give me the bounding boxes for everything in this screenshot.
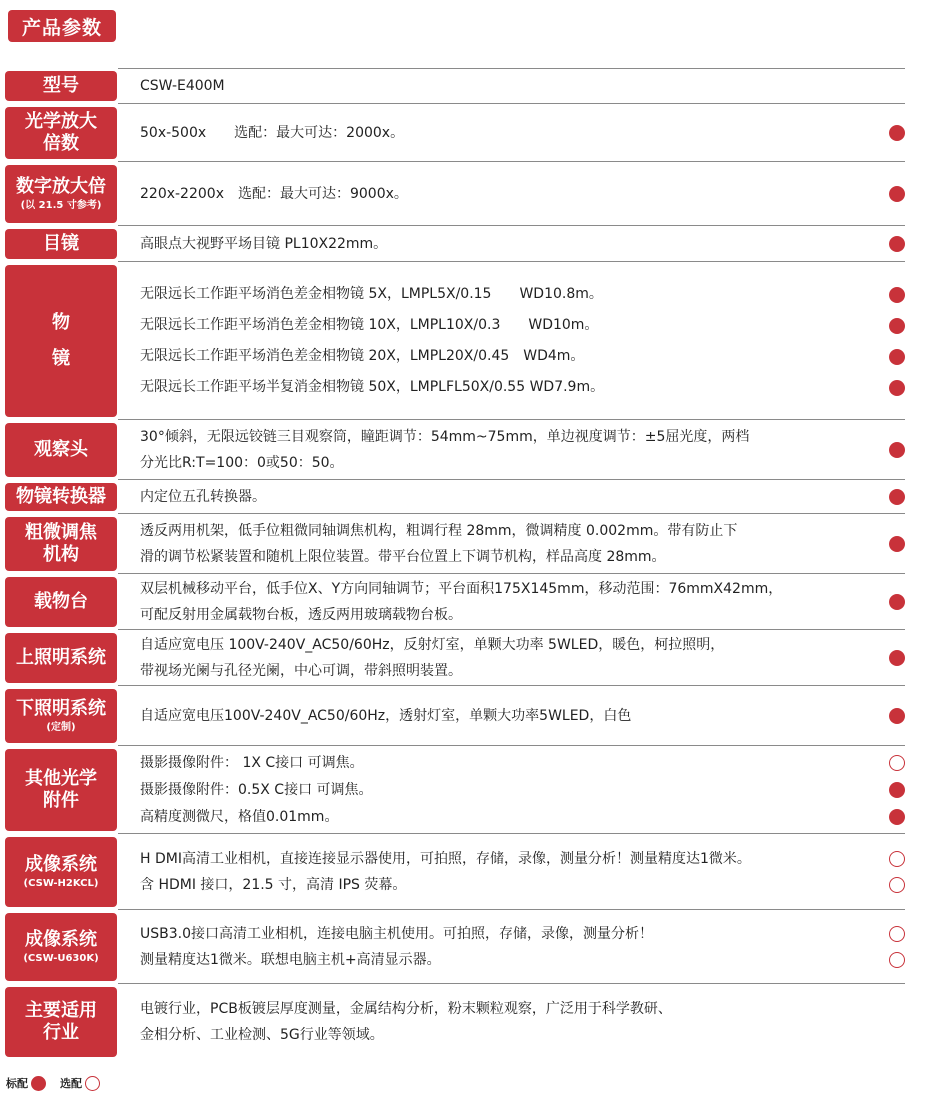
row-content <box>140 262 885 420</box>
hollow-dot-icon <box>889 926 905 942</box>
spec-row <box>0 630 925 686</box>
row-content-line: USB3.0接口高清工业相机，连接电脑主机使用。可拍照，存储，录像，测量分析！ <box>140 926 654 942</box>
row-label-text: 光学放大 <box>25 111 97 132</box>
filled-dot-icon <box>889 287 905 303</box>
filled-dot-icon <box>889 536 905 552</box>
row-label <box>5 749 117 831</box>
row-content-line: 无限远长工作距平场半复消金相物镜 50X，LMPLFL50X/0.55 WD7.9m。 <box>140 379 605 395</box>
legend-optional-label: 选配 <box>60 1077 82 1090</box>
row-content-line: 高精度测微尺，格值0.01mm。 <box>140 808 339 825</box>
row-content-line: 摄影摄像附件：0.5X C接口 可调焦。 <box>140 781 373 798</box>
row-content <box>140 984 885 1060</box>
row-content <box>140 162 885 226</box>
row-content-line: 内定位五孔转换器。 <box>140 489 266 505</box>
filled-dot-icon <box>889 442 905 458</box>
row-label <box>5 689 117 743</box>
spec-row <box>0 226 925 262</box>
row-label-text: 物镜转换器 <box>16 486 106 507</box>
hollow-dot-icon <box>889 952 905 968</box>
spec-row <box>0 104 925 162</box>
hollow-dot-icon <box>889 755 905 771</box>
spec-row <box>0 514 925 574</box>
row-content-line: 自适应宽电压 100V-240V_AC50/60Hz，反射灯室，单颗大功率 5WLED，暖色，柯拉照明， <box>140 637 725 653</box>
row-label <box>5 913 117 981</box>
row-label <box>5 987 117 1057</box>
row-label-subtext: (CSW-U630K) <box>23 953 99 964</box>
row-label-text: 数字放大倍 <box>16 176 106 197</box>
row-label-text: 粗微调焦 <box>25 522 97 543</box>
row-label <box>5 71 117 101</box>
row-label-text: 载物台 <box>34 591 88 612</box>
row-content <box>140 514 885 574</box>
row-content <box>140 574 885 630</box>
row-label <box>5 633 117 683</box>
row-label-text: 镜 <box>52 348 70 369</box>
row-label <box>5 107 117 159</box>
spec-row <box>0 686 925 746</box>
row-label-text: 其他光学 <box>25 768 97 789</box>
row-label <box>5 165 117 223</box>
spec-row <box>0 984 925 1060</box>
row-content-line: 50x-500x 选配：最大可达：2000x。 <box>140 125 405 141</box>
row-label <box>5 483 117 511</box>
row-label-text: 成像系统 <box>25 854 97 875</box>
row-label-text: 附件 <box>43 790 79 811</box>
row-content-line: 无限远长工作距平场消色差金相物镜 5X，LMPL5X/0.15 WD10.8m。 <box>140 286 603 302</box>
filled-dot-icon <box>31 1076 46 1091</box>
row-content-line: 无限远长工作距平场消色差金相物镜 10X，LMPL10X/0.3 WD10m。 <box>140 317 599 333</box>
row-content <box>140 68 885 104</box>
row-content-line: 双层机械移动平台，低手位X、Y方向同轴调节；平台面积175X145mm，移动范围：76mmX42mm， <box>140 581 783 597</box>
row-content-line: H DMI高清工业相机，直接连接显示器使用，可拍照，存储，录像，测量分析！测量精度达1微米。 <box>140 851 751 867</box>
filled-dot-icon <box>889 125 905 141</box>
row-label <box>5 577 117 627</box>
spec-row <box>0 68 925 104</box>
row-content-line: 含 HDMI 接口，21.5 寸，高清 IPS 荧幕。 <box>140 877 407 893</box>
row-content-line: 自适应宽电压100V-240V_AC50/60Hz，透射灯室，单颗大功率5WLED，白色 <box>140 708 632 724</box>
row-content <box>140 630 885 686</box>
filled-dot-icon <box>889 489 905 505</box>
row-content-line: 带视场光阑与孔径光阑，中心可调，带斜照明装置。 <box>140 663 462 679</box>
filled-dot-icon <box>889 380 905 396</box>
row-content <box>140 686 885 746</box>
row-label <box>5 229 117 259</box>
row-label <box>5 837 117 907</box>
row-label-text: 型号 <box>43 75 79 96</box>
filled-dot-icon <box>889 349 905 365</box>
filled-dot-icon <box>889 236 905 252</box>
legend-standard-label: 标配 <box>6 1077 28 1090</box>
row-content-line: 金相分析、工业检测、5G行业等领域。 <box>140 1027 384 1043</box>
filled-dot-icon <box>889 650 905 666</box>
spec-row <box>0 574 925 630</box>
row-content-line: 透反两用机架，低手位粗微同轴调焦机构，粗调行程 28mm，微调精度 0.002mm。带有防止下 <box>140 523 738 539</box>
legend <box>6 1074 100 1092</box>
filled-dot-icon <box>889 782 905 798</box>
row-label-subtext: (定制) <box>46 722 76 733</box>
row-content-line: 220x-2200x 选配：最大可达：9000x。 <box>140 186 408 202</box>
row-label-text: 物 <box>52 312 70 333</box>
section-title: 产品参数 <box>8 10 116 42</box>
spec-row <box>0 262 925 420</box>
row-content <box>140 834 885 910</box>
row-content-line: 高眼点大视野平场目镜 PL10X22mm。 <box>140 236 388 252</box>
row-content <box>140 104 885 162</box>
row-content-line: 无限远长工作距平场消色差金相物镜 20X，LMPL20X/0.45 WD4m。 <box>140 348 585 364</box>
filled-dot-icon <box>889 318 905 334</box>
row-label <box>5 423 117 477</box>
row-label-text: 主要适用 <box>25 1000 97 1021</box>
row-label <box>5 265 117 417</box>
row-label-text: 目镜 <box>43 233 79 254</box>
row-label-subtext: (以 21.5 寸参考) <box>20 200 102 211</box>
filled-dot-icon <box>889 186 905 202</box>
row-label-subtext: (CSW-H2KCL) <box>23 878 99 889</box>
row-content <box>140 480 885 514</box>
row-content <box>140 420 885 480</box>
row-content <box>140 226 885 262</box>
hollow-dot-icon <box>889 877 905 893</box>
row-content <box>140 746 885 834</box>
row-content-line: 电镀行业，PCB板镀层厚度测量，金属结构分析，粉末颗粒观察，广泛用于科学教研、 <box>140 1001 672 1017</box>
filled-dot-icon <box>889 594 905 610</box>
hollow-dot-icon <box>85 1076 100 1091</box>
spec-row <box>0 834 925 910</box>
row-content-line: 摄影摄像附件： 1X C接口 可调焦。 <box>140 754 364 771</box>
row-content-line: 测量精度达1微米。联想电脑主机+高清显示器。 <box>140 952 441 968</box>
spec-row <box>0 420 925 480</box>
row-content-line: 分光比R:T=100：0或50：50。 <box>140 455 344 471</box>
row-label-text: 成像系统 <box>25 929 97 950</box>
row-content-line: 30°倾斜，无限远铰链三目观察筒，瞳距调节：54mm~75mm，单边视度调节：±5屈光度，两档 <box>140 429 750 445</box>
row-label-text: 上照明系统 <box>16 647 106 668</box>
spec-row <box>0 910 925 984</box>
row-content-line: CSW-E400M <box>140 78 225 94</box>
row-label-text: 观察头 <box>34 439 88 460</box>
filled-dot-icon <box>889 708 905 724</box>
row-label-text: 机构 <box>43 544 79 565</box>
filled-dot-icon <box>889 809 905 825</box>
row-content-line: 可配反射用金属载物台板，透反两用玻璃载物台板。 <box>140 607 462 623</box>
spec-row <box>0 746 925 834</box>
row-content <box>140 910 885 984</box>
spec-row <box>0 480 925 514</box>
row-label <box>5 517 117 571</box>
spec-row <box>0 162 925 226</box>
row-label-text: 行业 <box>43 1022 79 1043</box>
row-content-line: 滑的调节松紧装置和随机上限位装置。带平台位置上下调节机构，样品高度 28mm。 <box>140 549 666 565</box>
hollow-dot-icon <box>889 851 905 867</box>
row-label-text: 倍数 <box>43 133 79 154</box>
row-label-text: 下照明系统 <box>16 698 106 719</box>
